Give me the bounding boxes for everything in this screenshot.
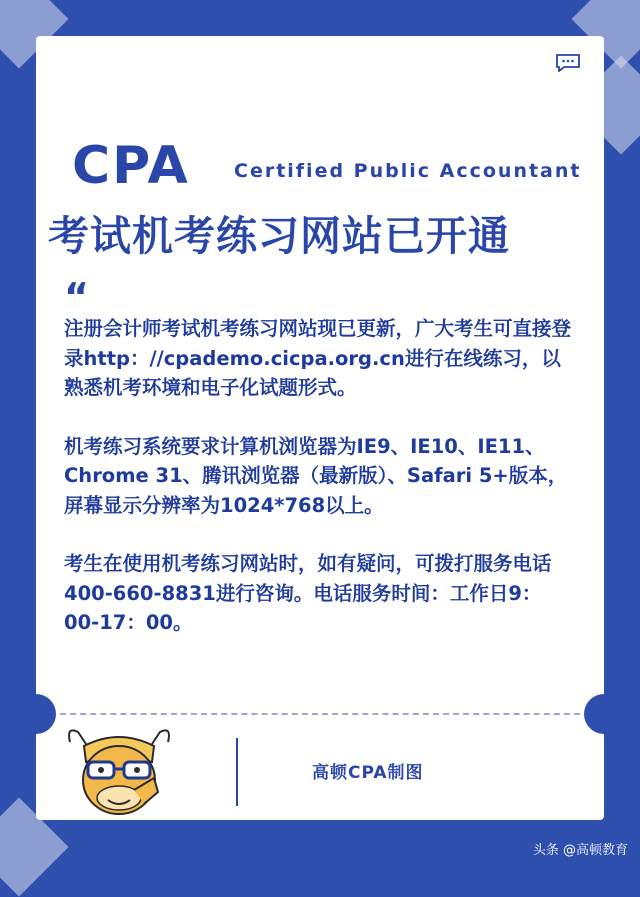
cpa-title: CPA <box>72 136 190 196</box>
paragraph-practice-site: 注册会计师考试机考练习网站现已更新，广大考生可直接登录http：//cpademo.cicpa.org.cn进行在线练习，以熟悉机考环境和电子化试题形式。 <box>64 317 572 399</box>
watermark: 头条 @高顿教育 <box>532 843 628 858</box>
cow-mascot-icon <box>64 722 174 822</box>
paragraph-service-hotline: 考生在使用机考练习网站时，如有疑问，可拨打服务电话400-660-8831进行咨询。电话服务时间：工作日9：00-17：00。 <box>64 552 552 634</box>
credit-label: 高顿CPA制图 <box>312 763 424 783</box>
headline: 考试机考练习网站已开通 <box>48 212 510 260</box>
chat-icon <box>556 54 580 72</box>
quote-mark-icon: “ <box>64 275 89 319</box>
footer-divider <box>236 738 238 806</box>
article-body <box>64 314 574 667</box>
ticket-notch-left <box>16 694 56 734</box>
english-subtitle: Certified Public Accountant <box>234 160 582 182</box>
ticket-notch-right <box>584 694 624 734</box>
paragraph-system-requirements: 机考练习系统要求计算机浏览器为IE9、IE10、IE11、Chrome 31、腾讯浏览器（最新版）、Safari 5+版本，屏幕显示分辨率为1024*768以上。 <box>64 434 568 517</box>
dashed-divider <box>60 713 580 715</box>
